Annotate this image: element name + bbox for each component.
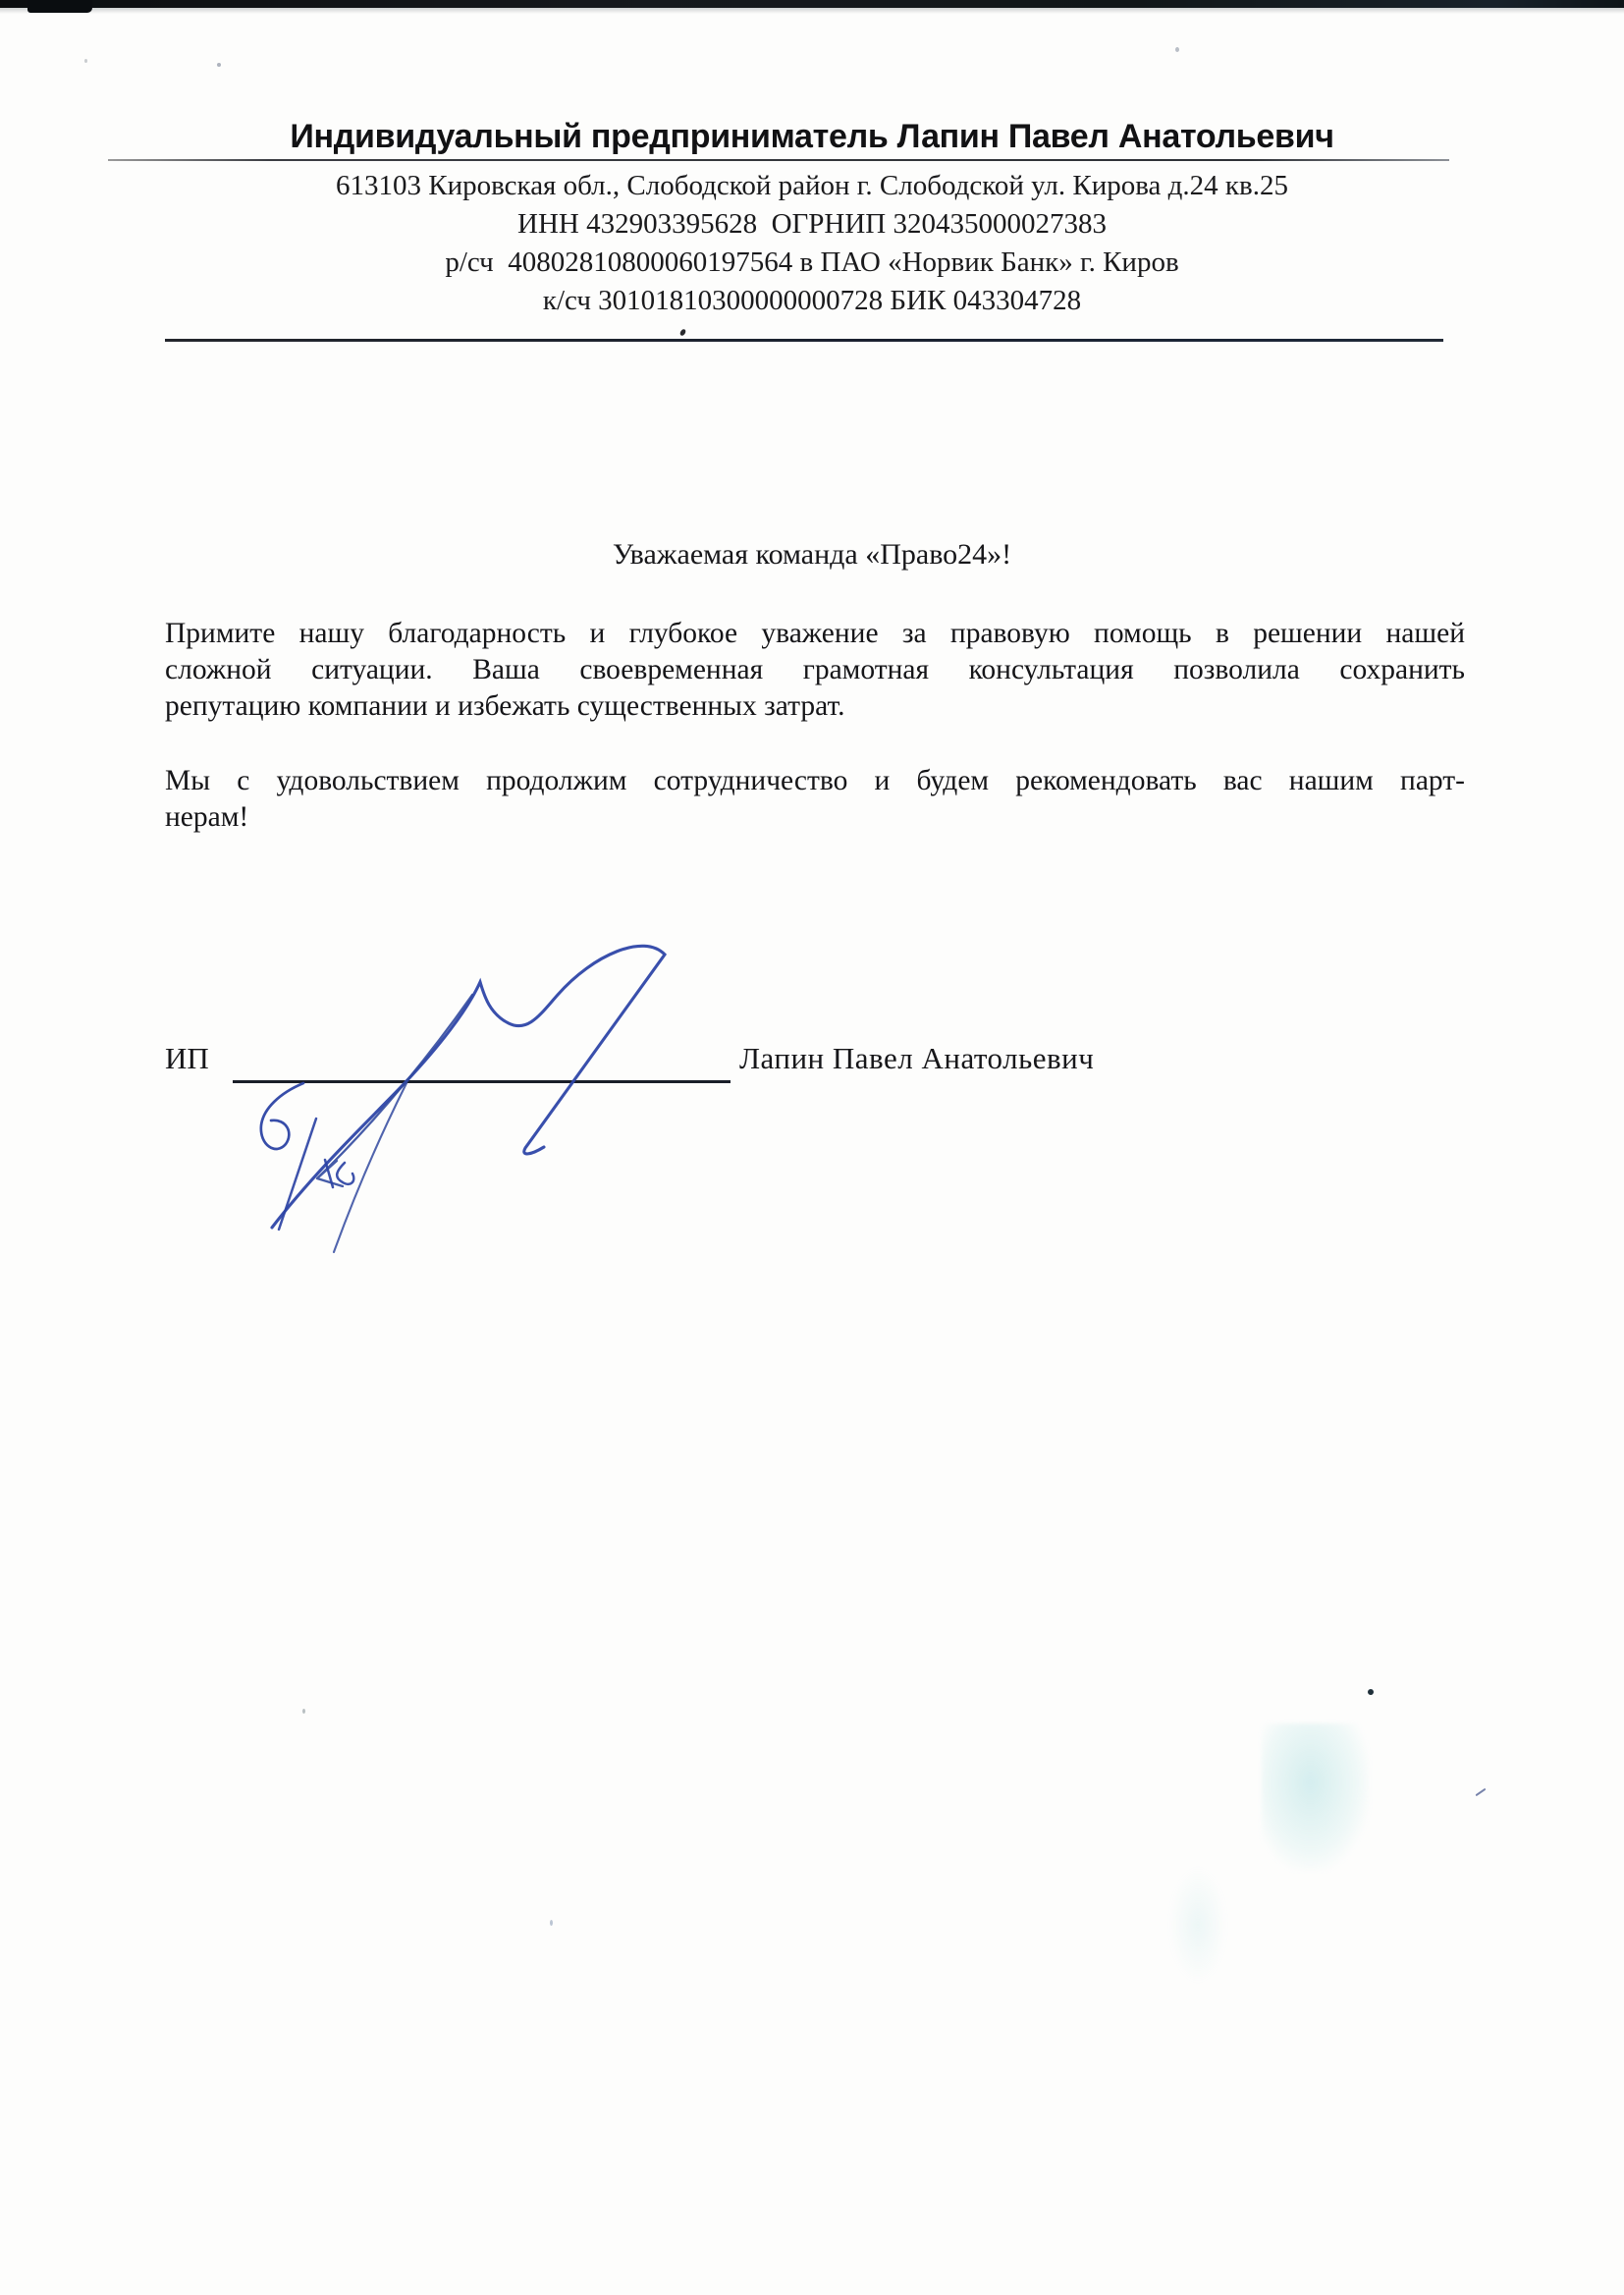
letterhead-bottom-rule (165, 339, 1443, 342)
letterhead-settlement-account-line: р/сч 40802810800060197564 в ПАО «Норвик Банк» г. Киров (445, 246, 1179, 278)
scan-speck (1368, 1689, 1374, 1695)
paragraph2-line1: Мы с удовольствием продолжим сотрудничество и будем рекомендовать вас нашим парт- (165, 765, 1465, 796)
paragraph1-line1: Примите нашу благодарность и глубокое уважение за правовую помощь в решении нашей (165, 618, 1465, 649)
letterhead-top-rule (108, 159, 1449, 161)
letterhead-inn-ogrnip-line: ИНН 432903395628 ОГРНИП 320435000027383 (517, 208, 1107, 240)
scan-speck (217, 63, 221, 67)
scan-speck (84, 59, 87, 63)
scan-edge-blob (27, 0, 92, 13)
scan-color-smudge (1262, 1723, 1370, 1871)
scan-edge-artifact (0, 0, 1624, 8)
handwritten-signature (226, 926, 761, 1255)
letterhead-address-line: 613103 Кировская обл., Слободской район г. Слободской ул. Кирова д.24 кв.25 (336, 170, 1288, 201)
signature-prefix: ИП (165, 1041, 209, 1075)
letterhead-corr-account-bik-line: к/сч 30101810300000000728 БИК 043304728 (542, 285, 1082, 316)
signature-name: Лапин Павел Анатольевич (739, 1041, 1095, 1075)
scan-edge-shadow (0, 8, 1624, 14)
scan-pen-tick (1476, 1788, 1487, 1797)
scan-color-smudge (1168, 1866, 1227, 1984)
scan-speck (550, 1920, 553, 1926)
paragraph1-line2: сложной ситуации. Ваша своевременная грамотная консультация позволила сохранить (165, 654, 1465, 685)
paragraph1-line3: репутацию компании и избежать существенных затрат. (165, 690, 845, 722)
paragraph2-line2: нерам! (165, 801, 249, 833)
scan-speck (1175, 47, 1179, 52)
scan-speck (679, 328, 686, 336)
salutation: Уважаемая команда «Право24»! (612, 538, 1012, 571)
scan-speck (302, 1709, 305, 1714)
letterhead-title: Индивидуальный предприниматель Лапин Павел Анатольевич (290, 118, 1334, 155)
